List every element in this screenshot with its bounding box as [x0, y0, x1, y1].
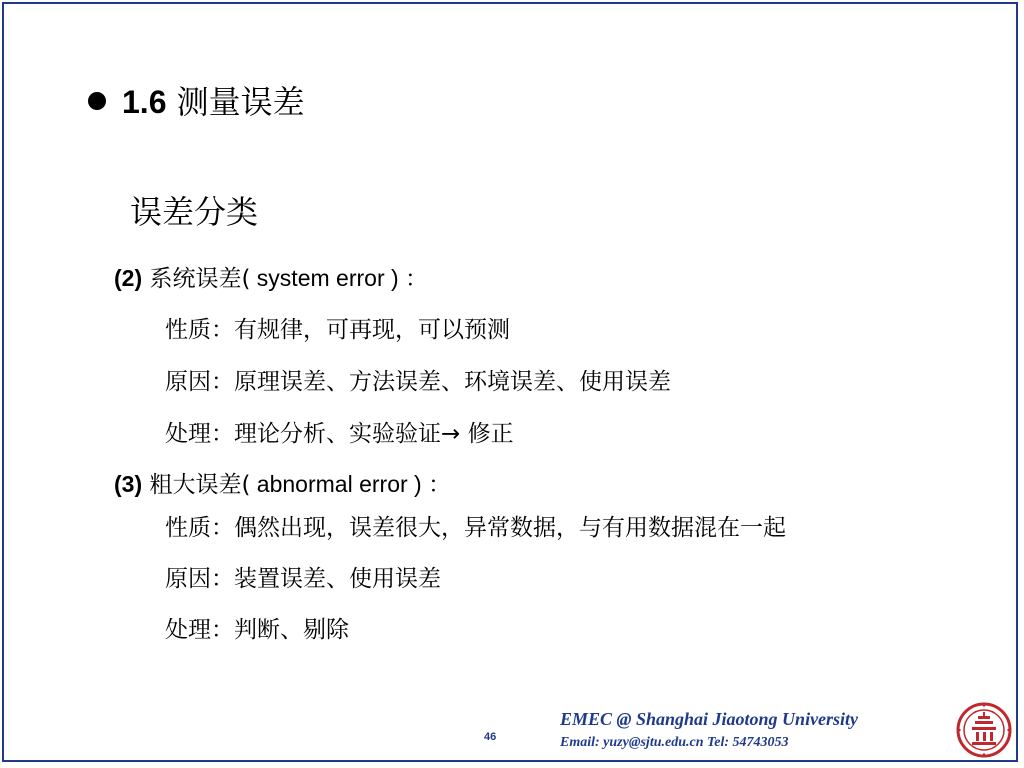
item-title-cn: 粗大误差(	[149, 472, 251, 498]
item-line-handling: 处理：理论分析、实验验证→ 修正	[165, 421, 514, 447]
section-item-abnormal-error	[114, 468, 451, 501]
heading-title: 测量误差	[176, 83, 305, 121]
item-line-property: 性质：有规律，可再现，可以预测	[165, 317, 510, 343]
item-title-cn: 系统误差(	[149, 266, 251, 292]
item-title-en: system error ) ：	[250, 265, 429, 291]
item-line-handling: 处理：判断、剔除	[165, 617, 349, 643]
subheading: 误差分类	[130, 193, 259, 231]
item-label: (3)	[114, 471, 143, 497]
item-line-cause: 原因：原理误差、方法误差、环境误差、使用误差	[165, 369, 671, 395]
footer-contact: Email: yuzy@sjtu.edu.cn Tel: 54743053	[560, 735, 789, 750]
item-line-cause: 原因：装置误差、使用误差	[165, 566, 441, 592]
university-seal-icon	[956, 702, 1012, 758]
page-number: 46	[484, 731, 497, 743]
bullet-icon	[88, 92, 106, 110]
section-heading	[88, 80, 305, 124]
heading-number: 1.6	[122, 84, 167, 120]
item-line-property: 性质：偶然出现，误差很大，异常数据，与有用数据混在一起	[165, 515, 786, 541]
section-item-system-error	[114, 262, 428, 295]
footer-credit: EMEC @ Shanghai Jiaotong University	[560, 709, 859, 729]
item-title-en: abnormal error ) ：	[250, 471, 452, 497]
item-label: (2)	[114, 265, 143, 291]
